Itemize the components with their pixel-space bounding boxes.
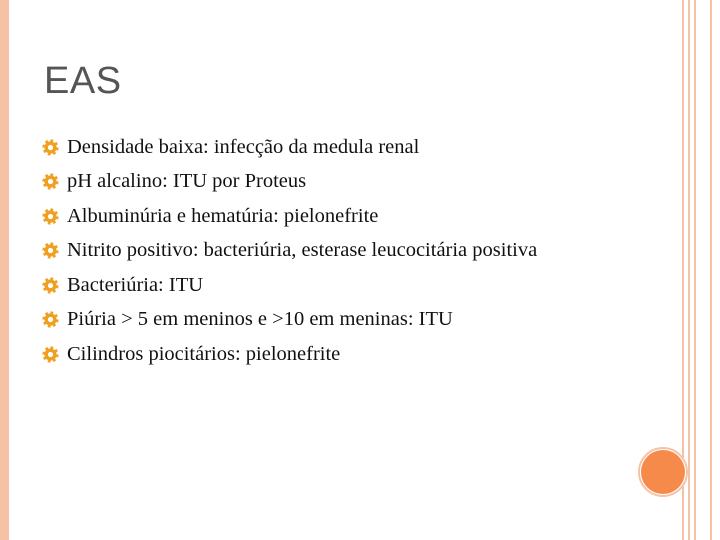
list-item (42, 303, 537, 338)
bullet-text: Nitrito positivo: bacteriúria, esterase leucocitária positiva (67, 239, 538, 262)
gear-icon (42, 242, 59, 259)
gear-icon (42, 208, 59, 225)
slide-title: EAS (44, 60, 122, 102)
gear-icon (42, 346, 59, 363)
list-item (42, 337, 537, 372)
right-decor-line (694, 0, 696, 540)
bullet-list (42, 130, 537, 372)
bullet-text: Cilindros piocitários: pielonefrite (67, 342, 341, 365)
bullet-text: pH alcalino: ITU por Proteus (67, 170, 307, 193)
left-border-stripe (0, 0, 9, 540)
right-decor-line (710, 0, 712, 540)
gear-icon (42, 311, 59, 328)
bullet-text: Albuminúria e hematúria: pielonefrite (67, 204, 379, 227)
bullet-text: Piúria > 5 em meninos e >10 em meninas: ITU (67, 308, 453, 331)
right-decor-line (688, 0, 690, 540)
gear-icon (42, 277, 59, 294)
bullet-text: Bacteriúria: ITU (67, 273, 204, 296)
gear-icon (42, 139, 59, 156)
list-item (42, 234, 537, 269)
list-item (42, 165, 537, 200)
list-item (42, 199, 537, 234)
list-item (42, 268, 537, 303)
list-item (42, 130, 537, 165)
accent-circle (641, 450, 685, 494)
bullet-text: Densidade baixa: infecção da medula renal (67, 135, 420, 158)
gear-icon (42, 173, 59, 190)
